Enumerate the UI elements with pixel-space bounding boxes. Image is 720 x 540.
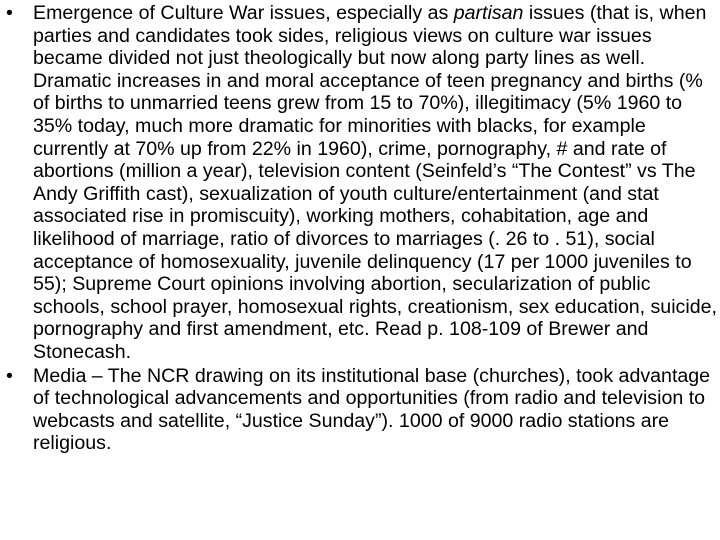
bullet-text: Media – The NCR drawing on its institutional base (churches), took advantage of technological advancements and opportunities (from radio and television to webcasts and satellite, “Justice Sunday”). 1000 of 9000 radio stations are religious.	[33, 364, 711, 455]
bullet-text-rest: issues (that is, when parties and candidates took sides, religious views on culture war issues became divided not just theologically but now along party lines as well. Dramatic increases in and moral acceptance of teen pregnancy and births (% of births to unmarried teens grew from 15 to 70%), illegitimacy (5% 1960 to 35% today, much more dramatic for minorities with blacks, for example currently at 70% up from 22% in 1960), crime, pornography, # and rate of abortions (million a year), television content (Seinfeld’s “The Contest” vs The Andy Griffith cast), sexualization of youth culture/entertainment (and stat associated rise in promiscuity), working mothers, cohabitation, age and likelihood of marriage, ratio of divorces to marriages (. 26 to . 51), social acceptance of homosexuality, juvenile delinquency (17 per 1000 juveniles to 55); Supreme Court opinions involving abortion, secularization of public schools, school prayer, homosexual rights, creationism, sex education, suicide, pornography and first amendment, etc. Read p. 108-109 of Brewer and Stonecash.	[33, 2, 717, 363]
bullet-dot-icon: •	[6, 364, 13, 387]
bullet-culture-war	[6, 2, 718, 364]
bullet-text	[33, 2, 717, 363]
bullet-text-emphasis: partisan	[453, 2, 524, 24]
bullet-dot-icon: •	[6, 2, 13, 24]
bullet-text-lead: Emergence of Culture War issues, especially as	[33, 2, 454, 24]
bullet-media	[6, 365, 718, 455]
bullet-list	[6, 2, 718, 455]
